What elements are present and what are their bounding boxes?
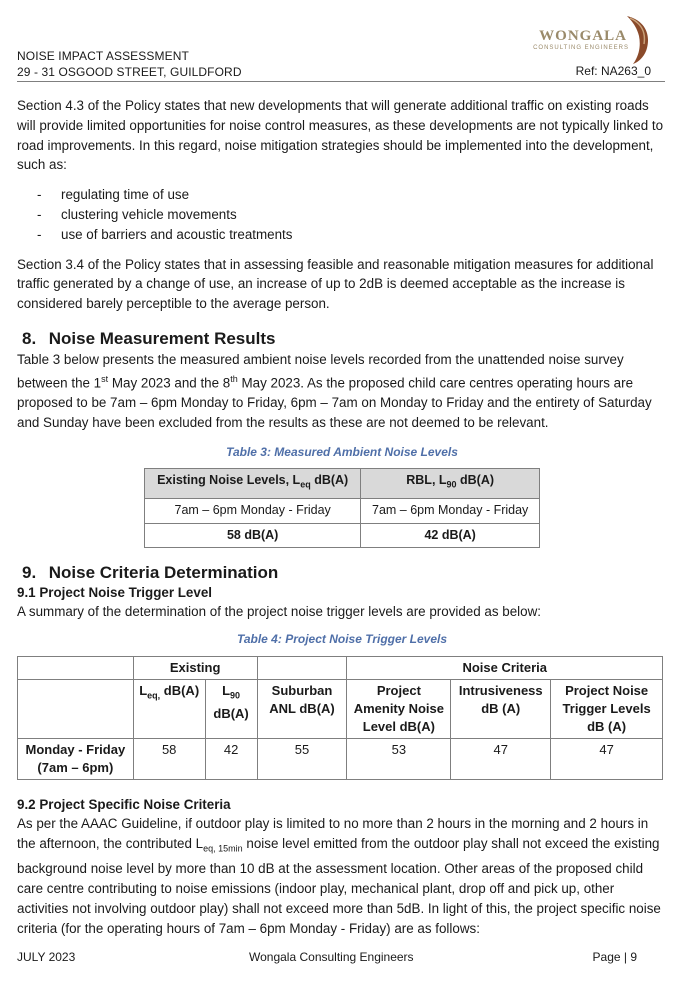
table-cell: 7am – 6pm Monday - Friday bbox=[145, 498, 361, 523]
table-group-row bbox=[18, 656, 663, 679]
table-3 bbox=[144, 468, 540, 548]
column-header bbox=[361, 469, 540, 498]
bullet-dash: - bbox=[37, 187, 42, 203]
paragraph-text: Table 3 below presents the measured ambient noise levels recorded from the unattended noise survey between the 1 bbox=[17, 351, 624, 391]
site-address: 29 - 31 OSGOOD STREET, GUILDFORD bbox=[17, 65, 242, 79]
header-text: L bbox=[139, 682, 148, 698]
section-8-paragraph bbox=[17, 350, 667, 433]
table-header-row bbox=[145, 469, 540, 498]
group-header-criteria: Noise Criteria bbox=[347, 656, 663, 679]
table-4 bbox=[17, 656, 663, 780]
row-header: Monday - Friday (7am – 6pm) bbox=[18, 738, 134, 779]
header-lines bbox=[17, 48, 242, 80]
subsection-9-2-heading: 9.2 Project Specific Noise Criteria bbox=[17, 796, 231, 812]
list-item bbox=[17, 205, 667, 225]
document-body bbox=[17, 96, 667, 948]
logo-name: WONGALA bbox=[539, 28, 627, 44]
table-cell: 58 bbox=[133, 738, 205, 779]
header-text: dB(A) bbox=[160, 682, 200, 698]
table-cell: 58 dB(A) bbox=[145, 523, 361, 548]
table-cell: 47 bbox=[451, 738, 551, 779]
intro-paragraph-2: Section 3.4 of the Policy states that in assessing feasible and reasonable mitigation measures for additional traffic generated by a change of use, an increase of up to 2dB is deemed acceptable as the increase is considered barely perceptible to the average person. bbox=[17, 256, 654, 312]
blank-header bbox=[18, 656, 134, 679]
superscript: st bbox=[101, 373, 109, 384]
header-text: dB(A) bbox=[456, 473, 495, 488]
header-text: dB(A) bbox=[310, 473, 349, 488]
section-number: 9. bbox=[22, 563, 37, 583]
table-cell: 55 bbox=[257, 738, 347, 779]
subsection-9-1-heading: 9.1 Project Noise Trigger Level bbox=[17, 585, 212, 601]
list-item-text: regulating time of use bbox=[61, 187, 190, 203]
bullet-dash: - bbox=[37, 206, 42, 222]
blank-header bbox=[257, 656, 347, 679]
subscript: eq, bbox=[147, 690, 161, 701]
subscript: eq bbox=[300, 479, 311, 490]
header-text: Existing Noise Levels, L bbox=[157, 473, 301, 488]
section-title: Noise Criteria Determination bbox=[48, 563, 279, 583]
subsection-9-1-text: A summary of the determination of the project noise trigger levels are provided as below: bbox=[17, 604, 541, 620]
section-number: 8. bbox=[22, 328, 37, 348]
blank-header bbox=[18, 679, 134, 738]
table-3-caption: Table 3: Measured Ambient Noise Levels bbox=[226, 444, 458, 459]
boomerang-icon bbox=[621, 14, 657, 64]
table-4-caption: Table 4: Project Noise Trigger Levels bbox=[236, 632, 448, 647]
table-cell: 42 dB(A) bbox=[361, 523, 540, 548]
header-divider bbox=[17, 81, 665, 82]
column-header: Intrusiveness dB (A) bbox=[451, 679, 551, 738]
header-text: dB(A) bbox=[213, 705, 249, 721]
mitigation-list bbox=[17, 185, 667, 244]
subsection-9-2-text bbox=[17, 814, 667, 938]
table-row bbox=[145, 498, 540, 523]
section-9-heading bbox=[17, 562, 667, 584]
column-header: Project Noise Trigger Levels dB (A) bbox=[551, 679, 663, 738]
list-item bbox=[17, 225, 667, 245]
column-header: Suburban ANL dB(A) bbox=[257, 679, 347, 738]
subscript: eq, 15min bbox=[203, 843, 243, 854]
header-text: L bbox=[222, 682, 231, 698]
paragraph-text: As per the AAAC Guideline, if outdoor play is limited to no more than 2 hours in the morning and 2 hours in the afternoon, the contributed L bbox=[17, 815, 649, 851]
group-header-existing: Existing bbox=[133, 656, 257, 679]
list-item-text: clustering vehicle movements bbox=[61, 206, 237, 222]
section-title: Noise Measurement Results bbox=[48, 328, 276, 348]
table-cell: 53 bbox=[347, 738, 451, 779]
paragraph-text: noise level emitted from the outdoor play shall not exceed the existing background noise level by more than 10 dB at the assessment location. Other areas of the proposed child care centre contributing to noise emissions (indoor play, mechanical plant, drop off and pick up, other activities not involving outdoor play) shall not exceed more than 5dB. In light of this, the project specific noise criteria (for the operating hours of 7am – 6pm Monday - Friday) are as follows: bbox=[17, 835, 661, 936]
subscript: 90 bbox=[446, 479, 457, 490]
column-header bbox=[145, 469, 361, 498]
table-cell: 47 bbox=[551, 738, 663, 779]
footer-date: JULY 2023 bbox=[17, 950, 76, 964]
subscript: 90 bbox=[230, 690, 241, 701]
list-item-text: use of barriers and acoustic treatments bbox=[61, 226, 293, 242]
page-header bbox=[17, 14, 665, 84]
header-text: RBL, L bbox=[406, 473, 447, 488]
paragraph-text: May 2023. As the proposed child care centres operating hours are proposed to be 7am – 6pm Monday to Friday, 6pm – 7am on Monday to Friday and the entirety of Saturday and Sunday have been excluded from the results as these are not deemed to be relevant. bbox=[17, 375, 652, 430]
column-header: Project Amenity Noise Level dB(A) bbox=[347, 679, 451, 738]
table-row bbox=[145, 523, 540, 548]
column-header bbox=[205, 679, 257, 738]
superscript: th bbox=[230, 373, 238, 384]
company-logo bbox=[527, 14, 657, 64]
column-header bbox=[133, 679, 205, 738]
bullet-dash: - bbox=[37, 226, 42, 242]
report-title: NOISE IMPACT ASSESSMENT bbox=[17, 49, 189, 63]
footer-page-number: Page | 9 bbox=[592, 950, 637, 964]
table-header-row bbox=[18, 679, 663, 738]
section-8-heading bbox=[17, 328, 667, 350]
list-item bbox=[17, 185, 667, 205]
table-cell: 7am – 6pm Monday - Friday bbox=[361, 498, 540, 523]
table-row bbox=[18, 738, 663, 779]
report-reference: Ref: NA263_0 bbox=[575, 64, 651, 78]
intro-paragraph-1: Section 4.3 of the Policy states that new developments that will generate additional traffic on existing roads will provide limited opportunities for noise control measures, as these developments are not typically linked to road improvements. In this regard, noise mitigation strategies should be implemented into the development, such as: bbox=[17, 98, 664, 173]
footer-company: Wongala Consulting Engineers bbox=[249, 950, 414, 964]
logo-subtitle: CONSULTING ENGINEERS bbox=[533, 45, 629, 51]
paragraph-text: May 2023 and the 8 bbox=[108, 375, 231, 391]
table-cell: 42 bbox=[205, 738, 257, 779]
